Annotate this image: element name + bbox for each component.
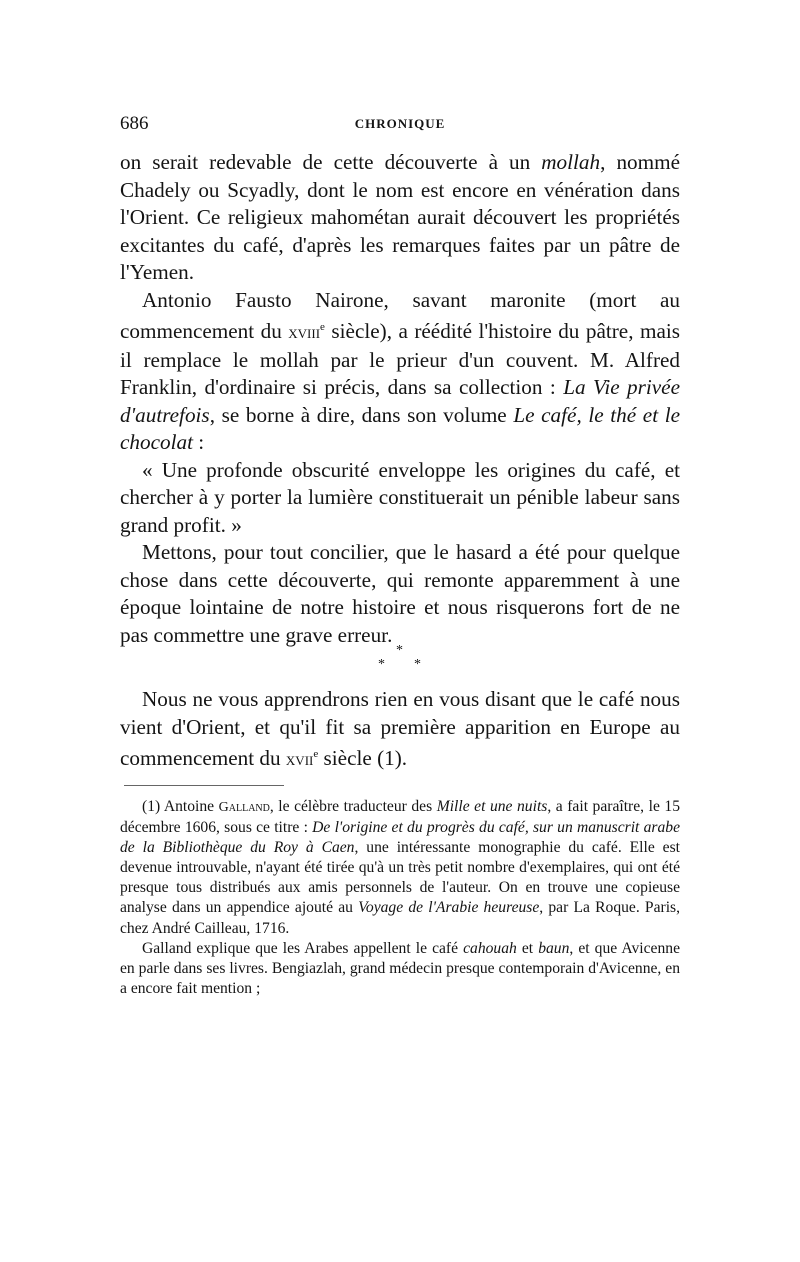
paragraph-1: on serait redevable de cette découverte à un mollah, nommé Chadely ou Scyadly, dont le nom est encore en vénération dans l'Orient. Ce religieux mahométan aurait découvert les propriétés excitantes du café, d'après les remarques faites par un pâtre de l'Yemen. <box>120 150 680 284</box>
page-header <box>120 113 680 137</box>
section-asterism <box>120 643 680 675</box>
footnotes <box>120 797 680 999</box>
asterism-star-right: * <box>414 657 421 672</box>
footnote-1-continued: Galland explique que les Arabes appellent le café cahouah et baun, et que Avicenne en parle dans ses livres. Bengiazlah, grand médecin presque contemporain d'Avicenne, en a encore fait mention ; <box>120 939 680 997</box>
paragraph-2: Antonio Fausto Nairone, savant maronite (mort au commencement du xviii$^e$ siècle), a réédité l'histoire du pâtre, mais il remplace le mollah par le prieur d'un couvent. M. Alfred Franklin, d'ordinaire si précis, dans sa collection : La Vie privée d'autrefois, se borne à dire, dans son volume Le café, le thé et le chocolat : <box>120 287 680 455</box>
running-head: CHRONIQUE <box>354 116 446 131</box>
paragraph-4: Mettons, pour tout concilier, que le hasard a été pour quelque chose dans cette découverte, qui remonte apparemment à une époque lointaine de notre histoire et nous risquerons fort de ne pas commettre une grave erreur. <box>120 540 680 647</box>
page-number: 686 <box>120 113 149 134</box>
footnote-1: (1) Antoine Galland, le célèbre traducteur des Mille et une nuits, a fait paraître, le 15 décembre 1606, sous ce titre : De l'origine et du progrès du café, sur un manuscrit arabe de la Bibliothèque du Roy à Caen, une intéressante monographie du café. Elle est devenue introuvable, n'ayant été tirée qu'à un très petit nombre d'exemplaires, qui ont été presque tous distribués aux amis personnels de l'auteur. On en trouve une copieuse analyse dans un appendice ajouté au Voyage de l'Arabie heureuse, par La Roque. Paris, chez André Cailleau, 1716. <box>120 798 681 937</box>
asterism-star-top: * <box>396 643 403 658</box>
footnote-rule <box>124 785 284 786</box>
paragraph-quote: « Une profonde obscurité enveloppe les origines du café, et chercher à y porter la lumière constituerait un pénible labeur sans grand profit. » <box>120 457 680 537</box>
asterism-star-left: * <box>378 657 385 672</box>
main-text <box>120 149 680 649</box>
paragraph-5: Nous ne vous apprendrons rien en vous disant que le café nous vient d'Orient, et qu'il fit sa première apparition en Europe au commencement du xvii$^e$ siècle (1). <box>120 687 680 771</box>
section-text <box>120 686 680 774</box>
